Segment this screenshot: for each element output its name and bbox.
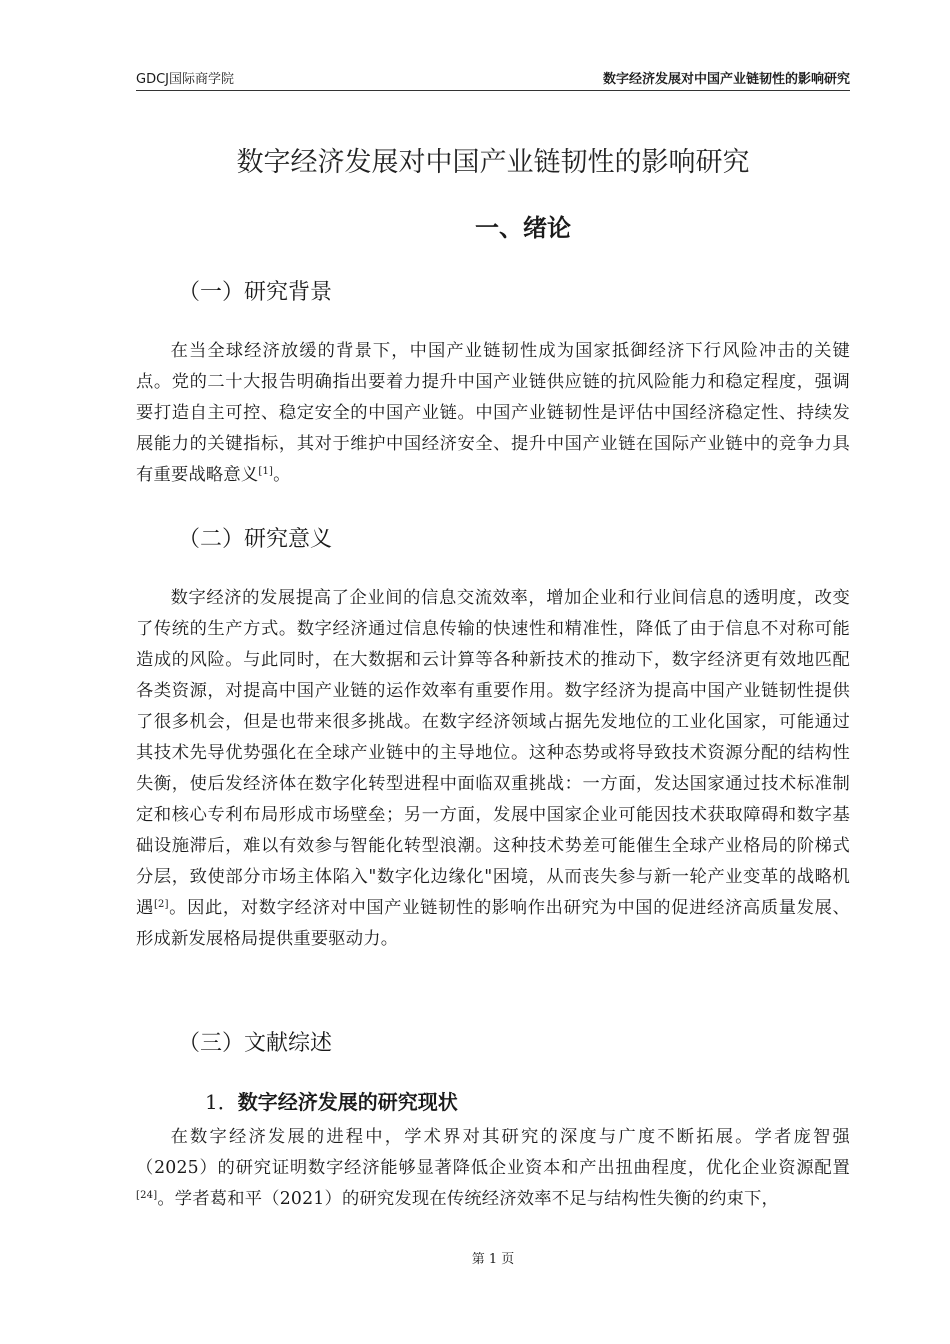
subsection-number: 1． — [205, 1090, 238, 1114]
subsection-heading — [205, 1087, 458, 1117]
header-paper-title: 数字经济发展对中国产业链韧性的影响研究 — [602, 72, 850, 87]
citation-ref[interactable]: [24] — [136, 1190, 158, 1201]
section-heading-literature: （三）文献综述 — [178, 1031, 333, 1056]
paragraph-text: 数字经济的发展提高了企业间的信息交流效率，增加企业和行业间信息的透明度，改变了传统的生产方式。数字经济通过信息传输的快速性和精准性，降低了由于信息不对称可能造成的风险。与此同时，在大数据和云计算等各种新技术的推动下，数字经济更有效地匹配各类资源，对提高中国产业链的运作效率有重要作用。数字经济为提高中国产业链韧性提供了很多机会，但是也带来很多挑战。在数字经济领域占据先发地位的工业化国家，可能通过其技术先导优势强化在全球产业链中的主导地位。这种态势或将导致技术资源分配的结构性失衡，使后发经济体在数字化转型进程中面临双重挑战：一方面，发达国家通过技术标准制定和核心专利布局形成市场壁垒；另一方面，发展中国家企业可能因技术获取障碍和数字基础设施滞后，难以有效参与智能化转型浪潮。这种技术势差可能催生全球产业格局的阶梯式分层，致使部分市场主体陷入"数字化边缘化"困境，从而丧失参与新一轮产业变革的战略机遇 — [136, 588, 850, 918]
paragraph-text: 在数字经济发展的进程中，学术界对其研究的深度与广度不断拓展。学者庞智强（2025）的研究证明数字经济能够显著降低企业资本和产出扭曲程度，优化企业资源配置 — [136, 1127, 850, 1178]
document-title: 数字经济发展对中国产业链韧性的影响研究 — [236, 147, 750, 178]
subsection-title: 数字经济发展的研究现状 — [237, 1090, 458, 1114]
citation-ref[interactable]: [1] — [258, 466, 274, 477]
paragraph-tail: 。 — [273, 465, 291, 485]
section-heading-background: （一）研究背景 — [178, 280, 333, 305]
paragraph-tail: 。学者葛和平（2021）的研究发现在传统经济效率不足与结构性失衡的约束下， — [157, 1189, 779, 1209]
paragraph-background — [136, 336, 850, 491]
running-header — [136, 66, 850, 91]
paragraph-significance — [136, 583, 850, 955]
section-heading-significance: （二）研究意义 — [178, 527, 333, 552]
citation-ref[interactable]: [2] — [153, 899, 169, 910]
paragraph-tail: 。因此，对数字经济对中国产业链韧性的影响作出研究为中国的促进经济高质量发展、形成新发展格局提供重要驱动力。 — [136, 898, 850, 949]
chapter-heading: 一、绪论 — [475, 214, 571, 242]
paragraph-text: 在当全球经济放缓的背景下，中国产业链韧性成为国家抵御经济下行风险冲击的关键点。党的二十大报告明确指出要着力提升中国产业链供应链的抗风险能力和稳定程度，强调要打造自主可控、稳定安全的中国产业链。中国产业链韧性是评估中国经济稳定性、持续发展能力的关键指标，其对于维护中国经济安全、提升中国产业链在国际产业链中的竞争力具有重要战略意义 — [136, 341, 850, 485]
paragraph-literature — [136, 1122, 850, 1215]
page-number: 第 1 页 — [471, 1252, 515, 1267]
header-institution: GDCJ国际商学院 — [136, 72, 234, 87]
